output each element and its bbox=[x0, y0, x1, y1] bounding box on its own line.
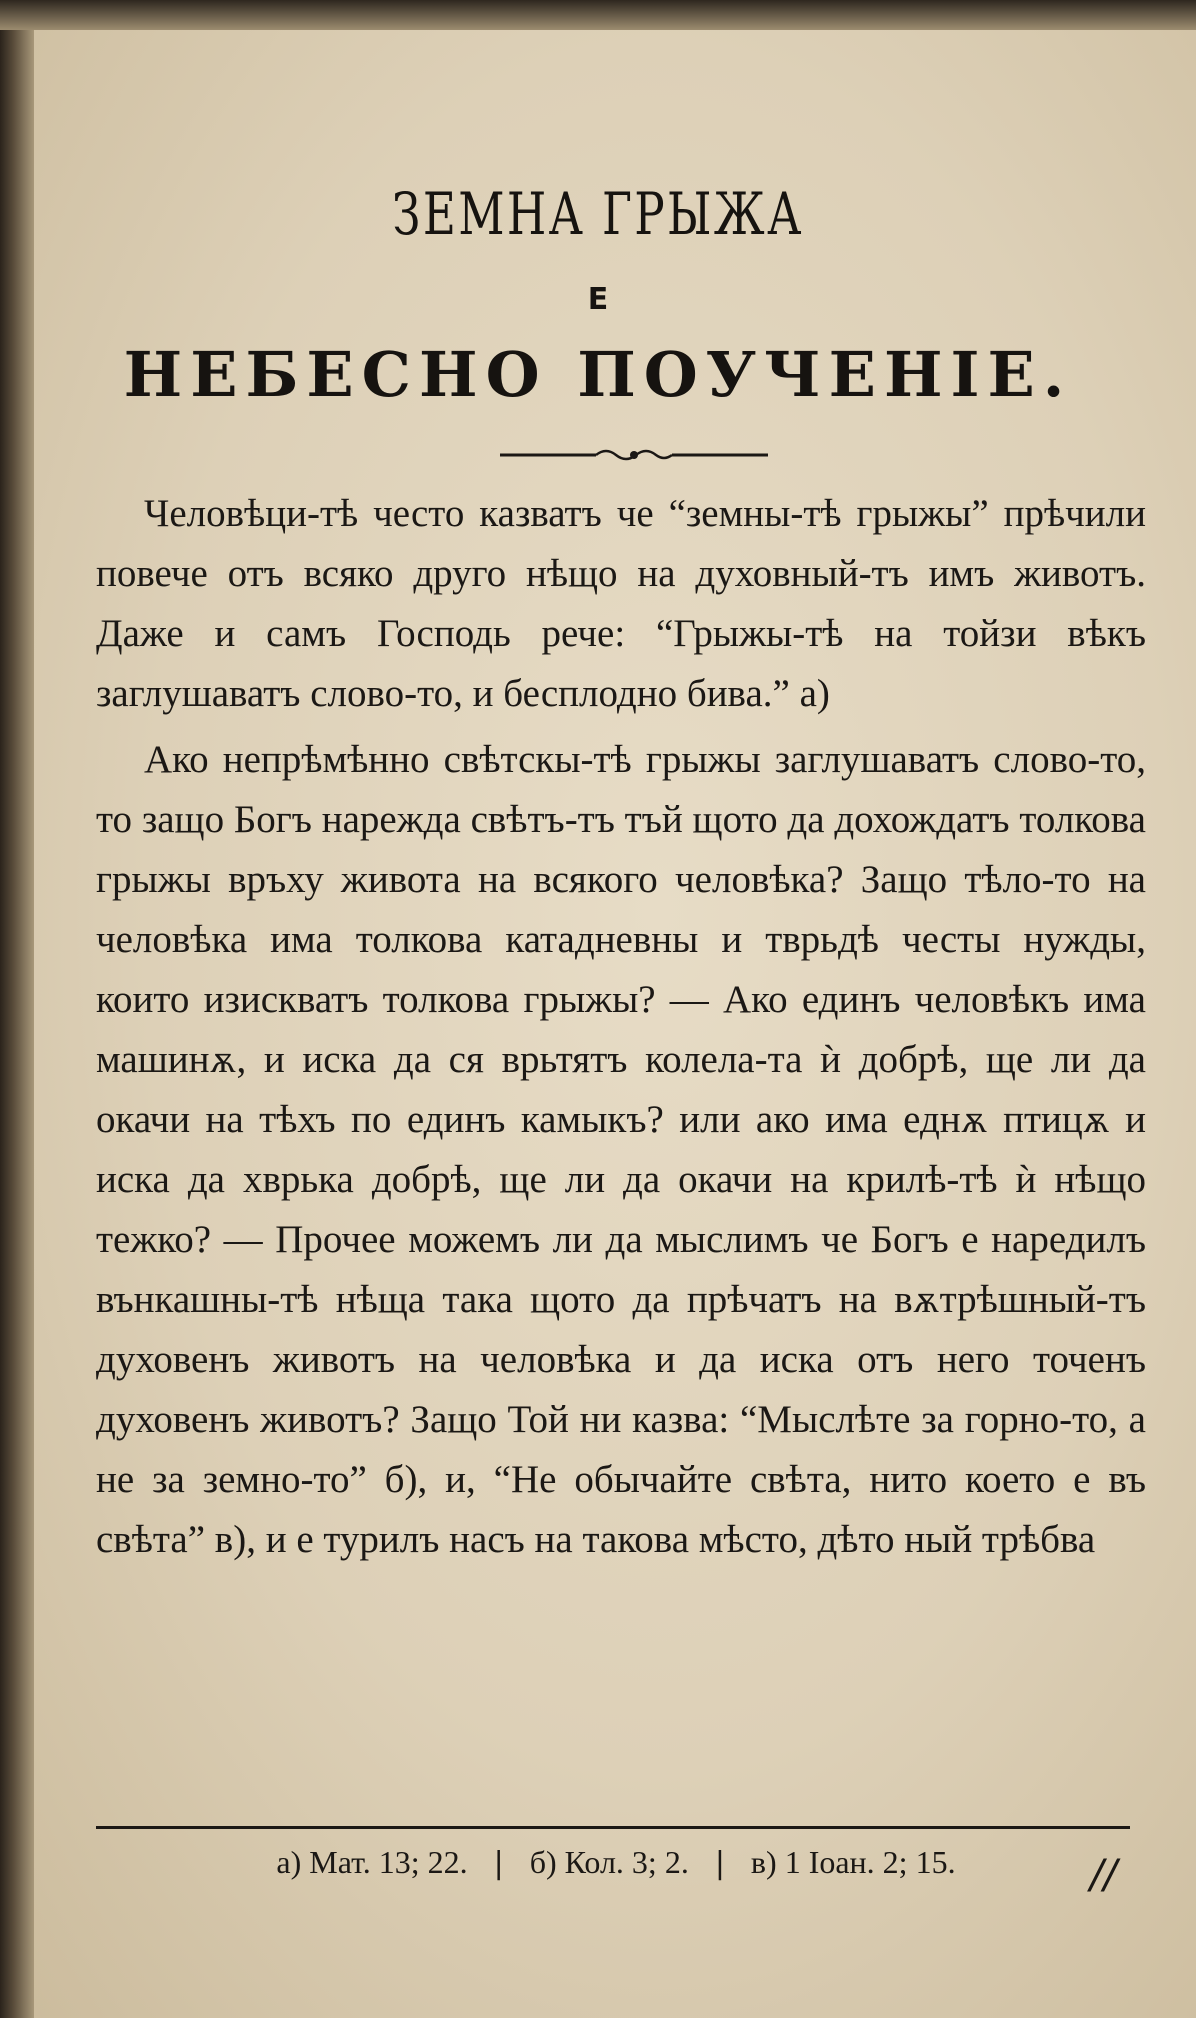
ornament-divider-icon bbox=[500, 445, 768, 465]
paragraph-2: Ако непрѣмѣнно свѣтскы-тѣ грыжы заглушаватъ слово-то, то защо Богъ нарежда свѣтъ-тъ тъй щото да дохождатъ толкова грыжы връху живота на всякого человѣка? Защо тѣло-то на человѣка има толкова катадневны и тврьдѣ честы нужды, които изискватъ толкова грыжы? — Ако единъ человѣкъ има машинѫ, и иска да ся врьтятъ колела-та ѝ добрѣ, ще ли да окачи на тѣхъ по единъ камыкъ? или ако има еднѫ птицѫ и иска да хврька добрѣ, ще ли да окачи на крилѣ-тѣ ѝ нѣщо тежко? — Прочее можемъ ли да мыслимъ че Богъ е наредилъ вънкашны-тѣ нѣща така щото да прѣчатъ на вѫтрѣшный-тъ духовенъ животъ на человѣка и да иска отъ него точенъ духовенъ животъ? Защо Той ни казва: “Мыслѣте за горно-то, а не за земно-то” б), и, “Не обычайте свѣта, нито което е въ свѣта” в), и е турилъ насъ на такова мѣсто, дѣто ный трѣбва bbox=[96, 738, 1146, 1561]
footnotes bbox=[96, 1844, 1136, 1881]
footnote-c: в) 1 Іоан. 2; 15. bbox=[750, 1844, 956, 1880]
title-line-2: НЕБЕСНО ПОУЧЕНІЕ. bbox=[123, 338, 1073, 411]
title-connector: Е bbox=[587, 282, 609, 317]
footnote-b: б) Кол. 3; 2. bbox=[529, 1844, 689, 1880]
body-text bbox=[96, 484, 1146, 1570]
footnote-a: а) Мат. 13; 22. bbox=[276, 1844, 468, 1880]
top-edge bbox=[0, 0, 1196, 30]
title-line-1: ЗЕМНА ГРЫЖА bbox=[392, 180, 804, 248]
footnote-separator: | bbox=[493, 1846, 504, 1881]
footnote-separator: | bbox=[714, 1846, 725, 1881]
paragraph-1: Человѣци-тѣ често казватъ че “земны-тѣ грыжы” прѣчили повече отъ всяко друго нѣщо на духовный-тъ имъ животъ. Даже и самъ Господь рече: “Грыжы-тѣ на тойзи вѣкъ заглушаватъ слово-то, и бесплодно бива.” а) bbox=[96, 492, 1146, 715]
margin-mark: // bbox=[1090, 1852, 1117, 1898]
footnote-rule bbox=[96, 1826, 1130, 1829]
